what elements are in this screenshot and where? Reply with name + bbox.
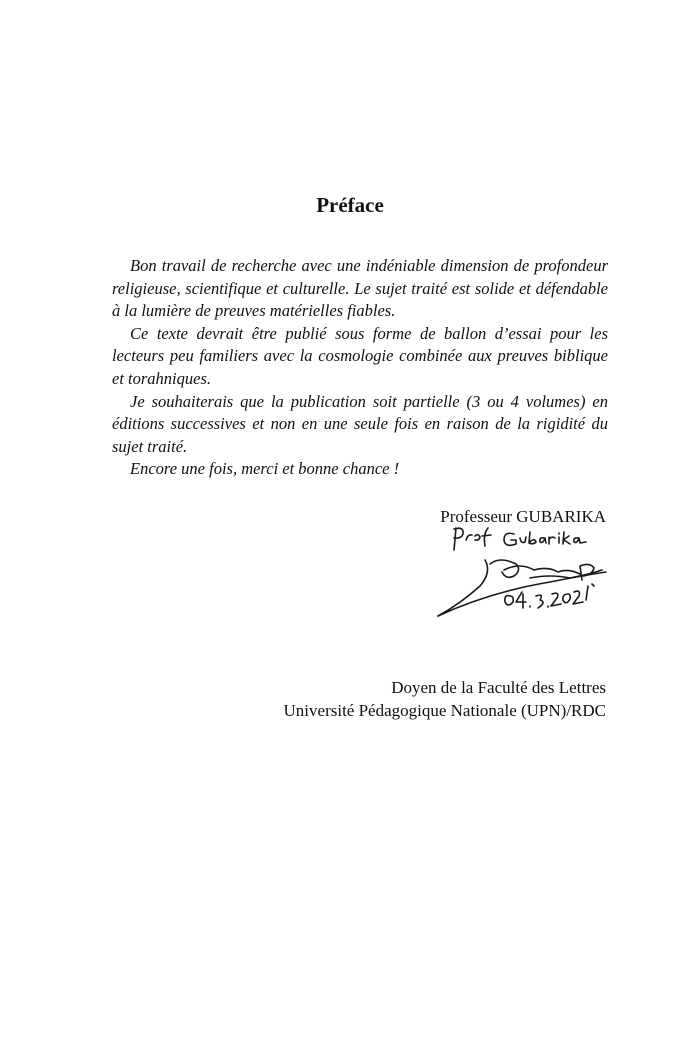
signer-name: Professeur GUBARIKA [440, 507, 606, 526]
page-title: Préface [316, 193, 384, 217]
handwritten-signature [430, 520, 620, 625]
paragraph-3: Je souhaiterais que la publication soit partielle (3 ou 4 volumes) en éditions successives et non en une seule fois en raison de la rigidité du sujet traité. [112, 391, 608, 456]
affiliation-line-1: Doyen de la Faculté des Lettres [391, 678, 606, 697]
preface-body [112, 255, 608, 481]
signer-affiliation [284, 676, 606, 722]
affiliation-line-2: Université Pédagogique Nationale (UPN)/RDC [283, 701, 606, 720]
paragraph-1: Bon travail de recherche avec une indéniable dimension de profondeur religieuse, scientifique et culturelle. Le sujet traité est solide et défendable à la lumière de preuves matérielles fiables. [112, 256, 608, 321]
paragraph-4: Encore une fois, merci et bonne chance ! [130, 459, 400, 479]
paragraph-2: Ce texte devrait être publié sous forme de ballon d’essai pour les lecteurs peu familiers avec la cosmologie combinée aux preuves biblique et torahniques. [112, 323, 608, 388]
